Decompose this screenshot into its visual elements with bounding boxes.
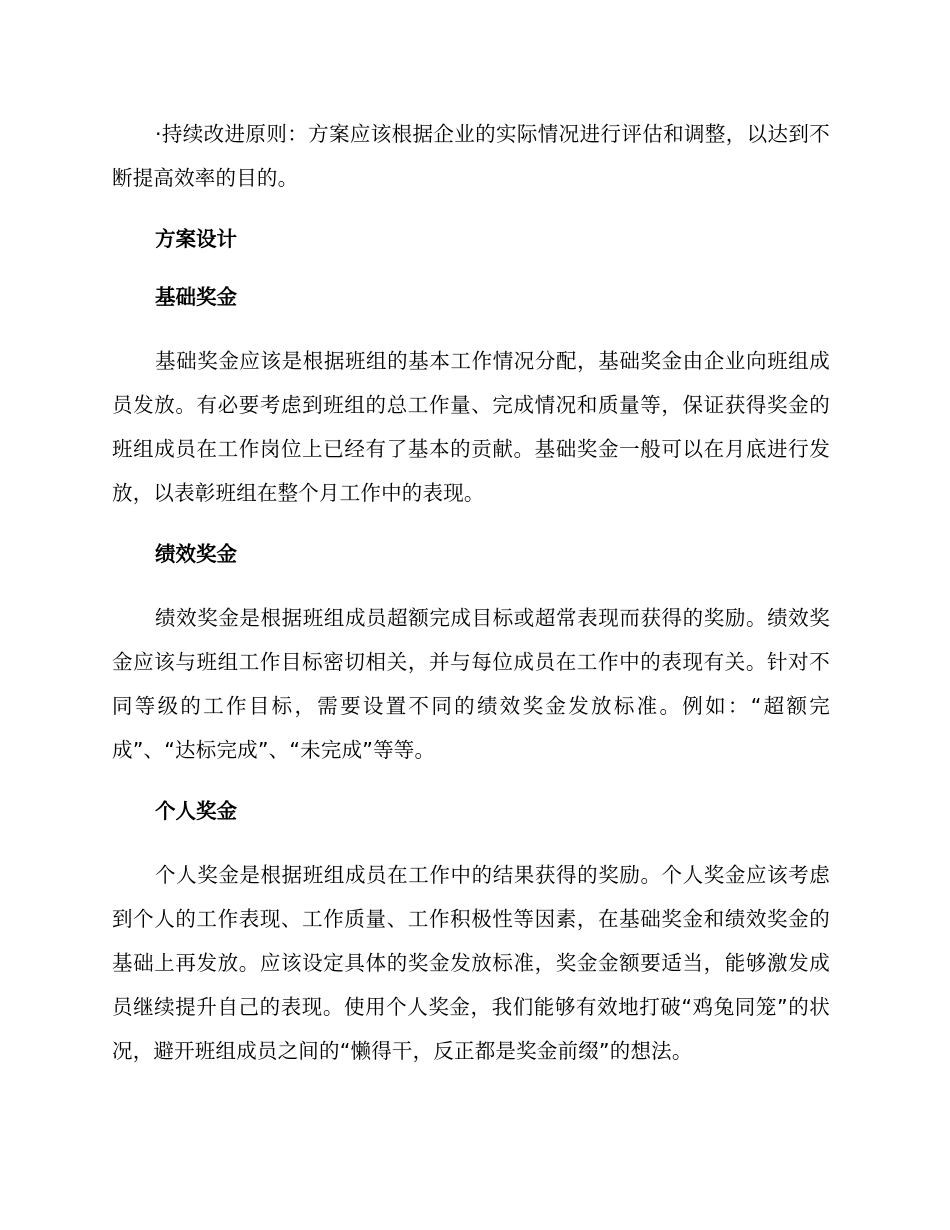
- individual-bonus-paragraph: 个人奖金是根据班组成员在工作中的结果获得的奖励。个人奖金应该考虑到个人的工作表现、工作质量、工作积极性等因素，在基础奖金和绩效奖金的基础上再发放。应该设定具体的奖金发放标准，奖金金额要适当，能够激发成员继续提升自己的表现。使用个人奖金，我们能够有效地打破“鸡兔同笼”的状况，避开班组成员之间的“懒得干，反正都是奖金前缀”的想法。: [112, 863, 830, 1063]
- performance-bonus-paragraph: 绩效奖金是根据班组成员超额完成目标或超常表现而获得的奖励。绩效奖金应该与班组工作目标密切相关，并与每位成员在工作中的表现有关。针对不同等级的工作目标，需要设置不同的绩效奖金发放标准。例如：“超额完成”、“达标完成”、“未完成”等等。: [112, 606, 830, 762]
- performance-bonus-heading: 绩效奖金: [155, 542, 237, 566]
- individual-bonus-heading: 个人奖金: [155, 799, 237, 823]
- principle-paragraph: ·持续改进原则：方案应该根据企业的实际情况进行评估和调整，以达到不断提高效率的目的。: [112, 122, 830, 190]
- basic-bonus-paragraph: 基础奖金应该是根据班组的基本工作情况分配，基础奖金由企业向班组成员发放。有必要考虑到班组的总工作量、完成情况和质量等，保证获得奖金的班组成员在工作岗位上已经有了基本的贡献。基础奖金一般可以在月底进行发放，以表彰班组在整个月工作中的表现。: [112, 349, 830, 505]
- section-title: 方案设计: [155, 227, 237, 251]
- basic-bonus-heading: 基础奖金: [155, 285, 237, 309]
